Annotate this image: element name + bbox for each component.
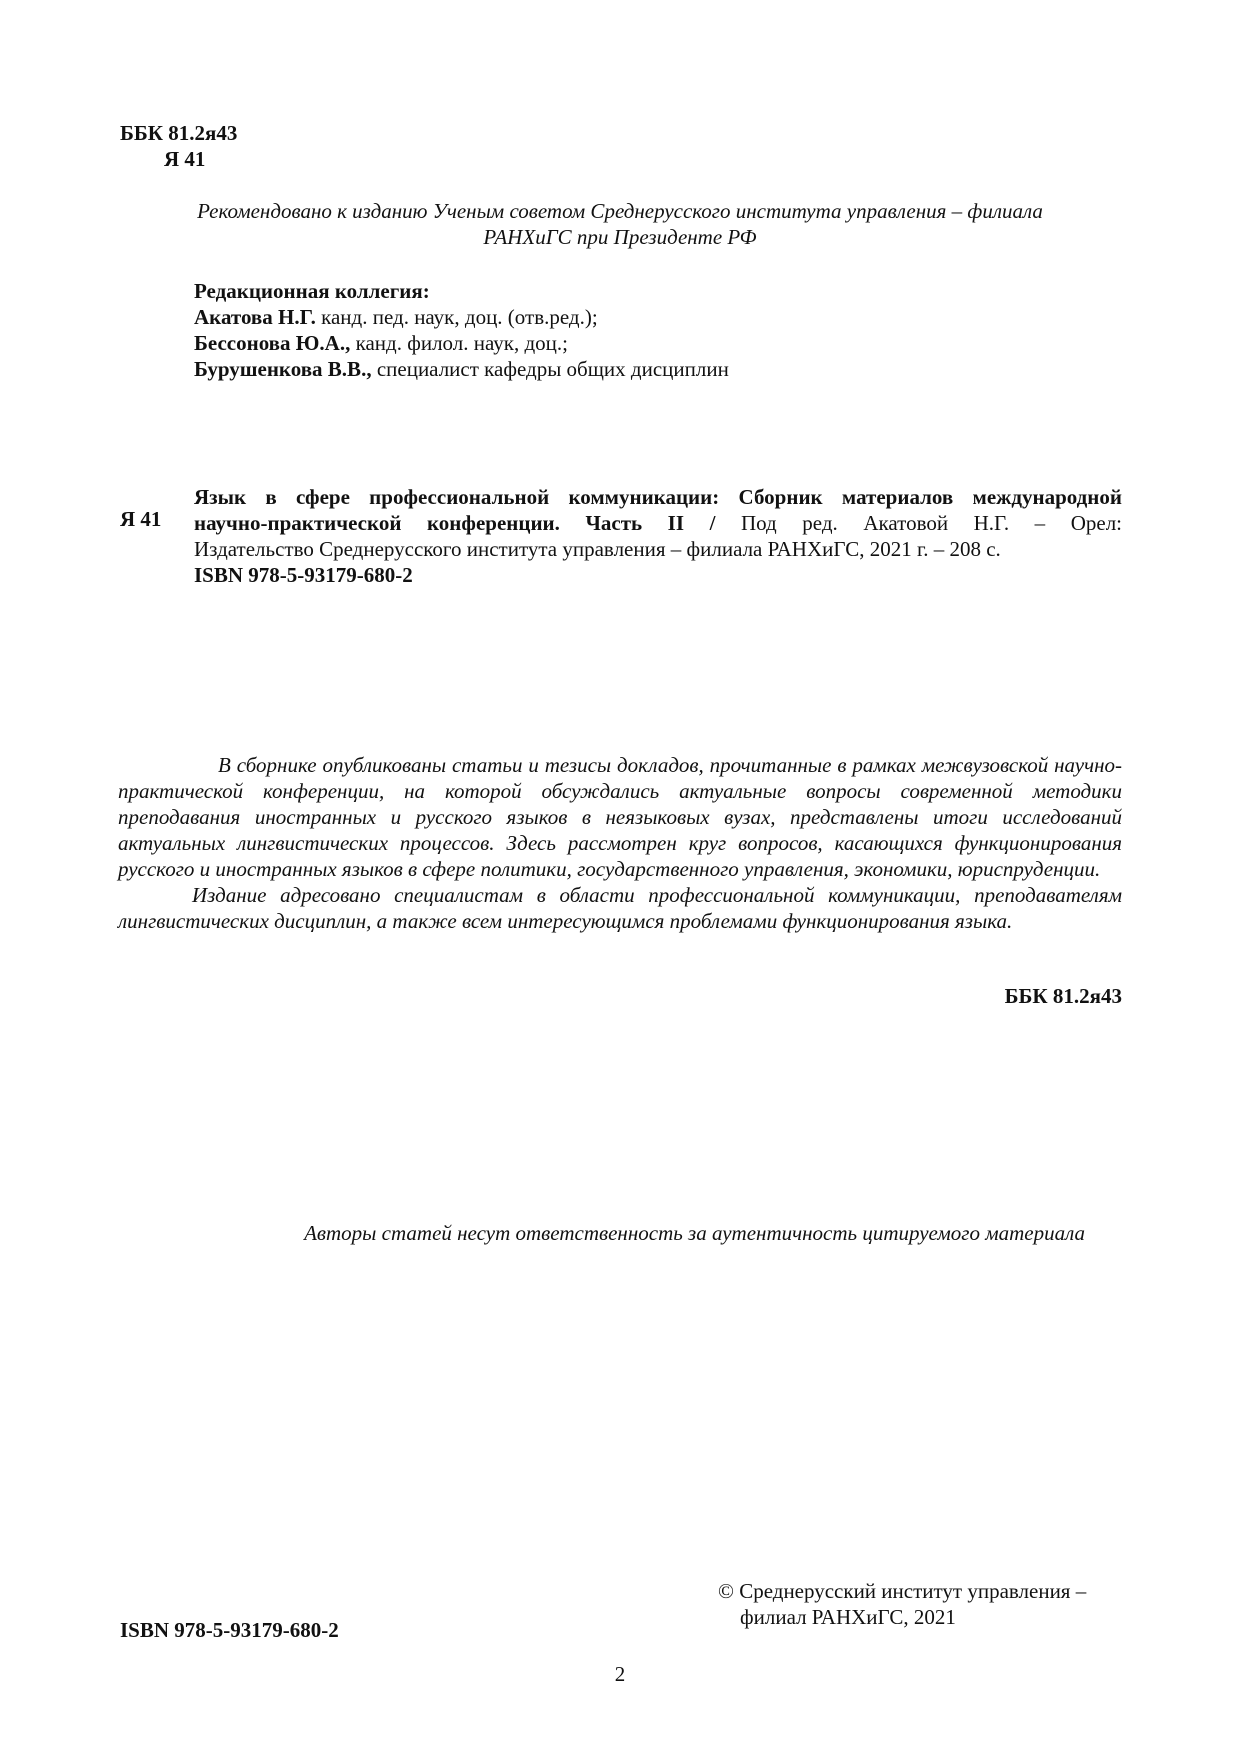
bbk-code: ББК 81.2я43 bbox=[120, 121, 238, 145]
record-editor: Под ред. Акатовой Н.Г. – Орел: bbox=[715, 511, 1123, 535]
record-author-mark: Я 41 bbox=[120, 507, 162, 531]
recommendation-note bbox=[120, 198, 1120, 250]
record-title-line-1: Язык в сфере профессиональной коммуникации: Сборник материалов международной bbox=[194, 485, 1122, 509]
copyright-line-1: © Среднерусский институт управления – bbox=[718, 1579, 1087, 1603]
editorial-board bbox=[194, 278, 1094, 382]
editorial-member bbox=[194, 356, 1094, 382]
editorial-member bbox=[194, 304, 1094, 330]
editorial-member-details: специалист кафедры общих дисциплин bbox=[371, 357, 729, 381]
annotation-paragraph-2: Издание адресовано специалистам в области профессиональной коммуникации, преподавателям лингвистических дисциплин, а также всем интересующимся проблемами функционирования языка. bbox=[118, 883, 1122, 933]
editorial-member bbox=[194, 330, 1094, 356]
record-publisher: Издательство Среднерусского института управления – филиала РАНХиГС, 2021 г. – 208 с. bbox=[194, 537, 1001, 561]
responsibility-note: Авторы статей несут ответственность за аутентичность цитируемого материала bbox=[304, 1221, 1085, 1245]
footer-isbn: ISBN 978-5-93179-680-2 bbox=[120, 1618, 339, 1642]
editorial-member-name: Акатова Н.Г. bbox=[194, 305, 316, 329]
page-number: 2 bbox=[614, 1662, 626, 1686]
editorial-board-title: Редакционная коллегия: bbox=[194, 279, 430, 303]
annotation bbox=[118, 752, 1122, 934]
bibliographic-record bbox=[194, 484, 1122, 588]
author-mark: Я 41 bbox=[164, 147, 206, 171]
record-title-part: научно-практической конференции. Часть II / bbox=[194, 511, 716, 535]
record-isbn: ISBN 978-5-93179-680-2 bbox=[194, 563, 413, 587]
recommendation-line-2: РАНХиГС при Президенте РФ bbox=[483, 225, 757, 249]
editorial-member-details: канд. филол. наук, доц.; bbox=[350, 331, 568, 355]
annotation-bbk: ББК 81.2я43 bbox=[1004, 984, 1122, 1008]
copyright-line-2: филиал РАНХиГС, 2021 bbox=[740, 1605, 956, 1629]
editorial-member-name: Бессонова Ю.А., bbox=[194, 331, 351, 355]
recommendation-line-1: Рекомендовано к изданию Ученым советом Среднерусского института управления – филиала bbox=[197, 199, 1043, 223]
record-title-line-2 bbox=[194, 510, 1122, 536]
annotation-paragraph-1: В сборнике опубликованы статьи и тезисы докладов, прочитанные в рамках межвузовской научно-практической конференции, на которой обсуждались актуальные вопросы современной методики преподавания иностранных и русского языков в неязыковых вузах, представлены итоги исследований актуальных лингвистических процессов. Здесь рассмотрен круг вопросов, касающихся функционирования русского и иностранных языков в сфере политики, государственного управления, экономики, юриспруденции. bbox=[118, 753, 1122, 881]
copyright bbox=[718, 1578, 1128, 1630]
editorial-member-name: Бурушенкова В.В., bbox=[194, 357, 372, 381]
editorial-member-details: канд. пед. наук, доц. (отв.ред.); bbox=[315, 305, 598, 329]
